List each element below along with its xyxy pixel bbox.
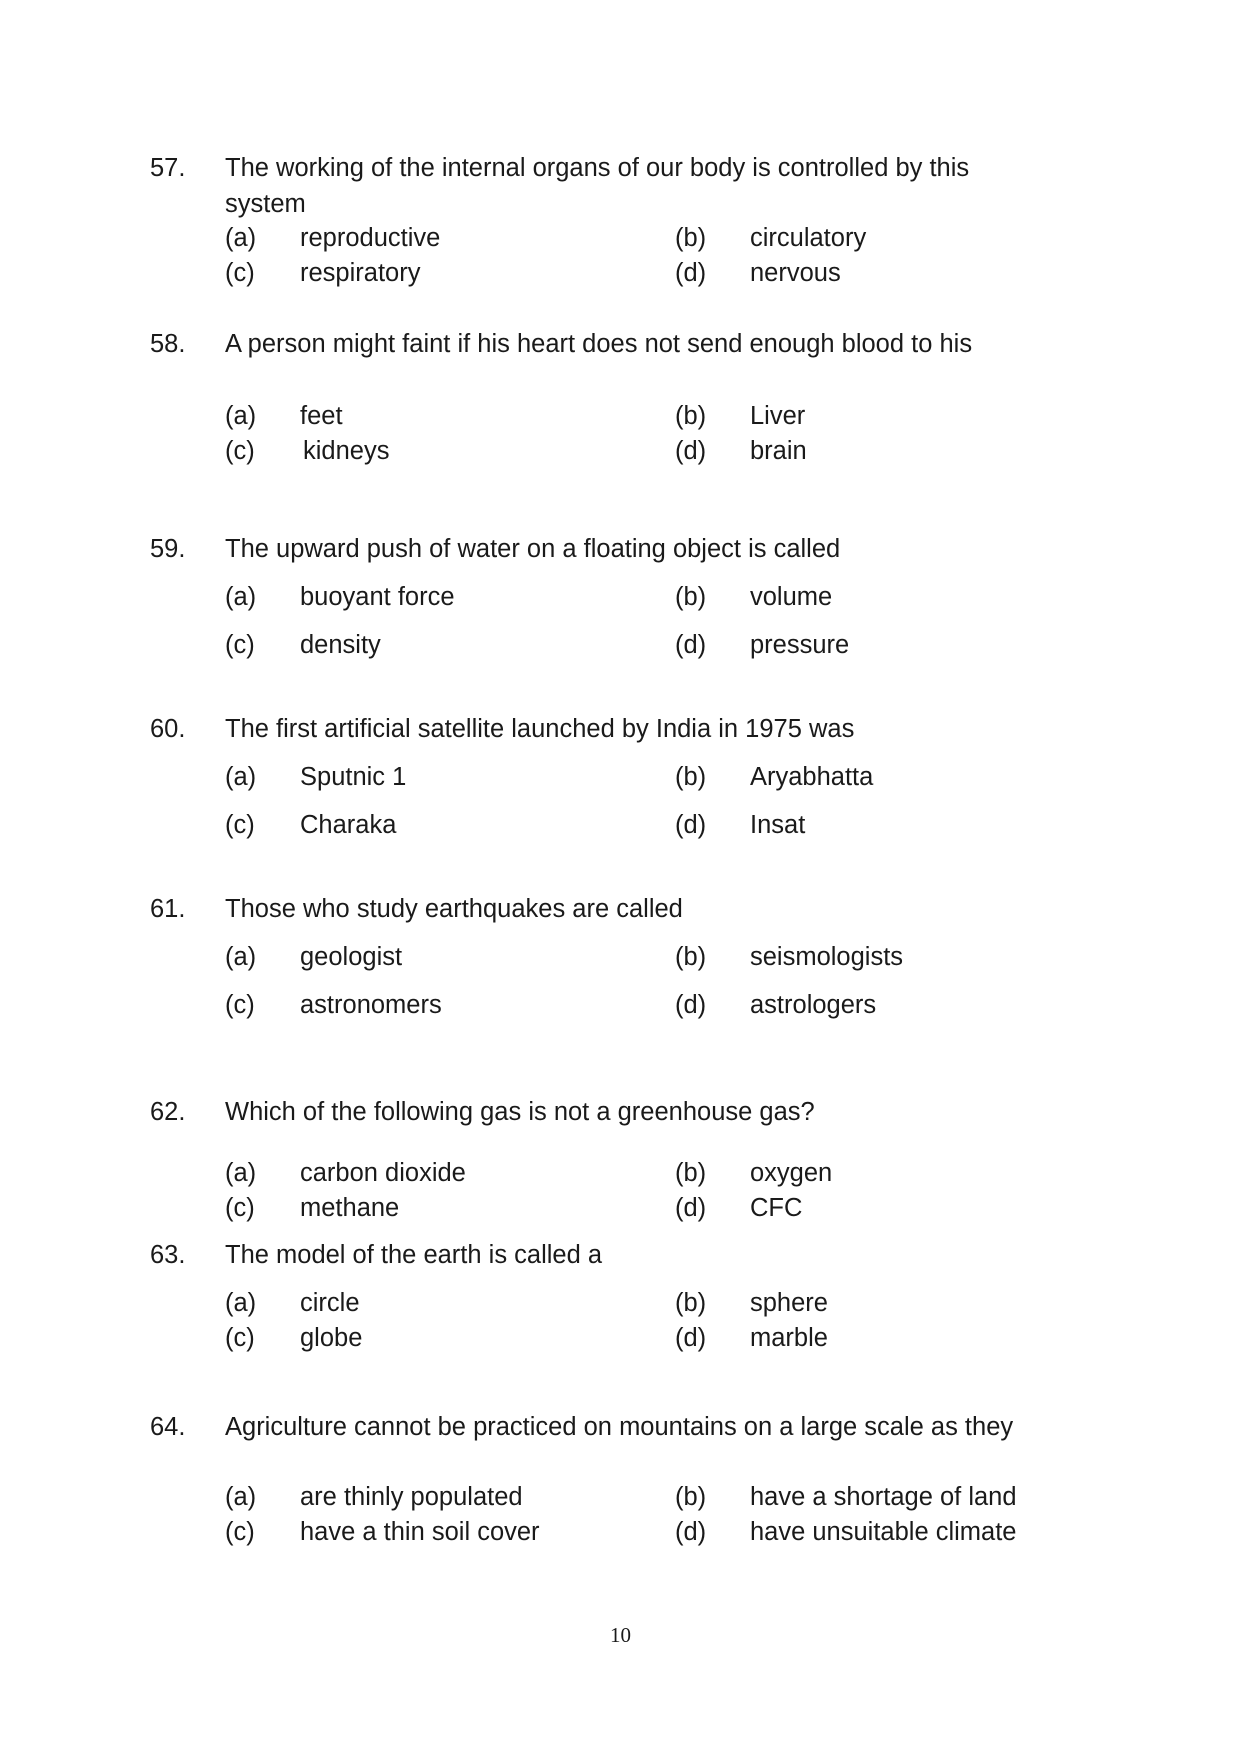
option-row [150, 433, 1110, 469]
option-row [150, 1285, 1110, 1321]
option-row [150, 1155, 1110, 1191]
option-row [150, 987, 1110, 1023]
option-label: (c) [225, 991, 255, 1019]
option-row [150, 1514, 1110, 1550]
option-label: (d) [675, 259, 707, 287]
question-57 [150, 150, 1110, 287]
option-row [150, 939, 1110, 975]
question-number: 60. [150, 715, 186, 743]
option-text: density [300, 631, 381, 659]
option-label: (b) [675, 1483, 707, 1511]
option-text: have a shortage of land [750, 1483, 1017, 1511]
option-text: sphere [750, 1289, 828, 1317]
option-label: (d) [675, 437, 707, 465]
option-label: (c) [225, 1324, 255, 1352]
option-text: circle [300, 1289, 360, 1317]
option-row [150, 1479, 1110, 1515]
option-row [150, 398, 1110, 434]
option-label: (b) [675, 583, 707, 611]
option-text: circulatory [750, 224, 867, 252]
option-text: respiratory [300, 259, 421, 287]
option-text: are thinly populated [300, 1483, 523, 1511]
option-label: (b) [675, 763, 707, 791]
option-text: Sputnic 1 [300, 763, 407, 791]
question-text: The first artificial satellite launched by India in 1975 was [225, 715, 855, 743]
option-text: carbon dioxide [300, 1159, 466, 1187]
question-63 [150, 1237, 1110, 1352]
option-label: (b) [675, 1159, 707, 1187]
option-text: brain [750, 437, 807, 465]
question-number: 62. [150, 1098, 186, 1126]
question-59 [150, 531, 1110, 659]
option-text: globe [300, 1324, 363, 1352]
question-number: 61. [150, 895, 186, 923]
option-label: (a) [225, 1159, 257, 1187]
question-text: The model of the earth is called a [225, 1241, 603, 1269]
question-number: 59. [150, 535, 186, 563]
option-text: methane [300, 1194, 400, 1222]
question-text: The working of the internal organs of our body is controlled by this system [225, 154, 970, 218]
question-number: 64. [150, 1413, 186, 1441]
question-58 [150, 326, 1110, 465]
option-text: reproductive [300, 224, 441, 252]
option-label: (c) [225, 631, 255, 659]
option-text: have a thin soil cover [300, 1518, 540, 1546]
option-label: (c) [225, 811, 255, 839]
option-label: (d) [675, 1324, 707, 1352]
question-number: 58. [150, 330, 186, 358]
option-row [150, 1320, 1110, 1356]
option-text: pressure [750, 631, 850, 659]
option-label: (a) [225, 763, 257, 791]
page-number: 10 [610, 1623, 631, 1647]
option-row [150, 220, 1110, 256]
option-text: feet [300, 402, 343, 430]
option-text: geologist [300, 943, 403, 971]
option-text: CFC [750, 1194, 803, 1222]
option-text: have unsuitable climate [750, 1518, 1017, 1546]
option-label: (c) [225, 1518, 255, 1546]
option-text: buoyant force [300, 583, 455, 611]
option-text: nervous [750, 259, 841, 287]
option-text: astronomers [300, 991, 442, 1019]
option-label: (a) [225, 1483, 257, 1511]
question-text: Which of the following gas is not a greenhouse gas? [225, 1098, 815, 1126]
option-label: (a) [225, 402, 257, 430]
question-text: Agriculture cannot be practiced on mountains on a large scale as they [225, 1413, 1014, 1441]
option-label: (a) [225, 1289, 257, 1317]
option-row [150, 579, 1110, 615]
question-number: 57. [150, 154, 186, 182]
option-text: marble [750, 1324, 828, 1352]
option-row [150, 255, 1110, 291]
question-text: The upward push of water on a floating object is called [225, 535, 841, 563]
option-row [150, 1190, 1110, 1226]
option-text: astrologers [750, 991, 877, 1019]
option-row [150, 759, 1110, 795]
question-64 [150, 1409, 1110, 1546]
question-number: 63. [150, 1241, 186, 1269]
option-text: Aryabhatta [750, 763, 874, 791]
option-text: kidneys [303, 437, 390, 465]
option-label: (d) [675, 631, 707, 659]
option-text: seismologists [750, 943, 904, 971]
question-62 [150, 1094, 1110, 1222]
option-label: (b) [675, 943, 707, 971]
option-label: (d) [675, 1194, 707, 1222]
question-text: A person might faint if his heart does not send enough blood to his [225, 330, 973, 358]
option-text: Charaka [300, 811, 397, 839]
option-label: (b) [675, 224, 707, 252]
option-label: (b) [675, 402, 707, 430]
option-label: (d) [675, 811, 707, 839]
option-row [150, 627, 1110, 663]
option-text: volume [750, 583, 833, 611]
option-label: (c) [225, 259, 255, 287]
option-label: (a) [225, 583, 257, 611]
option-label: (d) [675, 1518, 707, 1546]
question-text: Those who study earthquakes are called [225, 895, 683, 923]
option-label: (a) [225, 943, 257, 971]
option-text: Insat [750, 811, 806, 839]
option-text: oxygen [750, 1159, 833, 1187]
option-label: (a) [225, 224, 257, 252]
option-text: Liver [750, 402, 806, 430]
option-label: (c) [225, 437, 255, 465]
option-label: (d) [675, 991, 707, 1019]
option-row [150, 807, 1110, 843]
question-61 [150, 891, 1110, 1019]
option-label: (c) [225, 1194, 255, 1222]
question-60 [150, 711, 1110, 839]
option-label: (b) [675, 1289, 707, 1317]
